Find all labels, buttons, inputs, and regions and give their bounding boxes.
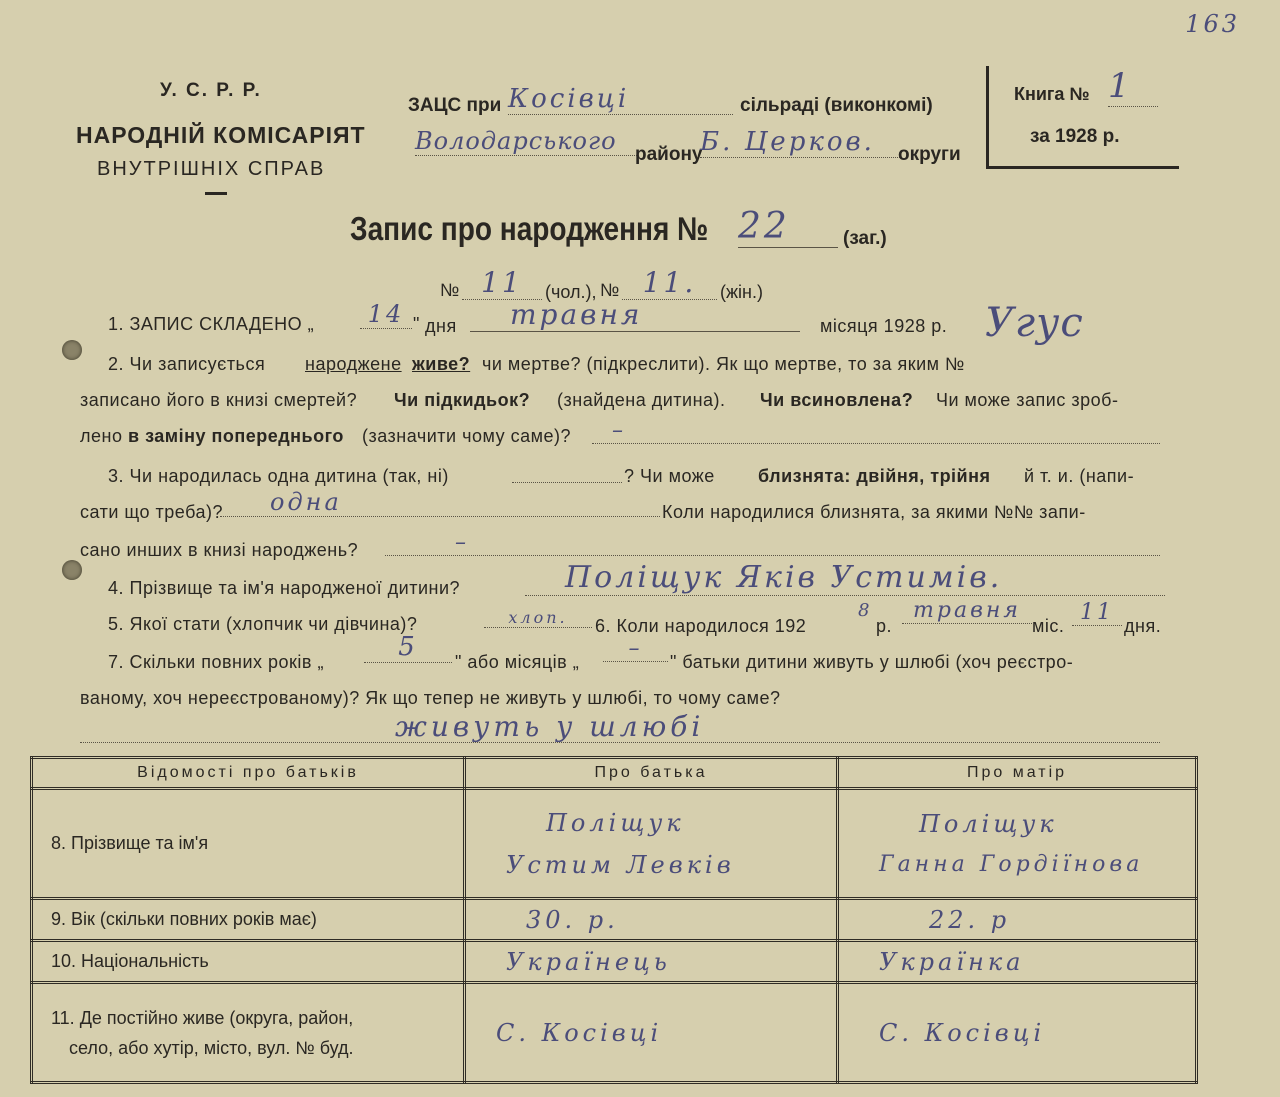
row-label-residence-line2: село, або хутір, місто, вул. № буд.	[69, 1037, 354, 1058]
row-label-age: 9. Вік (скільки повних років має)	[32, 899, 465, 941]
item7-line2: ваному, хоч нереєстрованому)? Як що тепер не живуть у шлюбі, то чому саме?	[80, 688, 781, 708]
mother-given-name: Ганна Гордіїнова	[879, 852, 1144, 877]
item6-label: 6. Коли народилося 192	[595, 616, 807, 636]
table-row	[32, 941, 1197, 983]
parents-table	[30, 756, 1198, 1084]
rayon-label: району	[635, 144, 703, 165]
item1-label: 1. ЗАПИС СКЛАДЕНО „	[108, 314, 315, 334]
item3-line2-answer: одна	[220, 488, 660, 517]
table-header-row	[32, 758, 1197, 789]
item5-label: 5. Якої стати (хлопчик чи дівчина)?	[108, 614, 418, 634]
item3-line2-a: сати що треба)?	[80, 502, 224, 522]
mother-nationality: Українка	[838, 941, 1197, 983]
father-age: 30. р.	[465, 899, 838, 941]
item1-dnia: дня	[425, 316, 457, 336]
item2-foundling: Чи підкидьок?	[394, 390, 531, 410]
item3-twins: близнята: двійня, трійня	[758, 466, 991, 486]
okruga-name: Б. Церков.	[700, 127, 900, 158]
item7-a: 7. Скільки повних років „	[108, 652, 324, 672]
book-year: за 1928 р.	[1030, 126, 1120, 147]
okruga-label: округи	[898, 144, 961, 165]
punch-hole-top	[62, 340, 82, 360]
father-residence: С. Косівці	[465, 983, 838, 1083]
item2-line3-b: (зазначити чому саме)?	[362, 426, 571, 446]
item6-r: р.	[876, 616, 893, 636]
item1-month: травня	[470, 298, 800, 332]
col-header-father: Про батька	[465, 758, 838, 789]
mother-name	[838, 789, 1197, 899]
table-row	[32, 899, 1197, 941]
page-number: 163	[1185, 10, 1240, 38]
child-name: Поліщук Яків Устимів.	[525, 560, 1165, 596]
item3-line3-a: сано инших в книзі народжень?	[80, 540, 359, 560]
item1-day: 14	[360, 300, 412, 329]
item2-alive: живе?	[412, 354, 471, 374]
zhin-number: 11.	[622, 266, 717, 300]
item2-line2-c: Чи може запис зроб-	[936, 390, 1119, 410]
mother-surname: Поліщук	[919, 810, 1058, 838]
item3-line1-b: й т. и. (напи-	[1024, 466, 1135, 486]
chol-number: 11	[462, 266, 542, 300]
marriage-months: –	[603, 636, 668, 662]
village-name: Косівці	[508, 84, 733, 115]
marriage-years: 5	[364, 632, 452, 663]
father-name	[465, 789, 838, 899]
birth-month: травня	[902, 598, 1032, 624]
item1-day-close: "	[413, 314, 420, 334]
item1-tail: місяця 1928 р.	[820, 316, 948, 336]
item2-line1-b: чи мертве? (підкреслити). Як що мертве, то за яким №	[482, 354, 965, 374]
mother-age: 22. р	[838, 899, 1197, 941]
punch-hole-bottom	[62, 560, 82, 580]
birth-day: 11	[1072, 600, 1122, 626]
internal-affairs-label: ВНУТРІШНІХ СПРАВ	[97, 158, 326, 180]
row-label-nationality: 10. Національність	[32, 941, 465, 983]
chol-no: №	[440, 280, 460, 300]
item2-line1-a: 2. Чи записується	[108, 354, 266, 374]
zhin-no: №	[600, 280, 620, 300]
item2-line2-b: (знайдена дитина).	[557, 390, 726, 410]
child-sex: хлоп.	[484, 608, 592, 628]
item2-replace: в заміну попереднього	[128, 426, 344, 446]
registrar-signature: Угус	[985, 300, 1084, 346]
commissariat-title: НАРОДНІЙ КОМІСАРІЯТ	[76, 122, 366, 148]
item7-line3	[80, 742, 1160, 743]
silrada-label: сільраді (виконкомі)	[740, 95, 933, 116]
row-label-name: 8. Прізвище та ім'я	[32, 789, 465, 899]
father-given-name: Устим Левків	[506, 850, 735, 879]
district-name: Володарського	[415, 127, 637, 156]
item2-line3-a: лено	[80, 426, 123, 446]
item3-line3-answer: –	[385, 530, 1160, 556]
item7-c: " батьки дитини живуть у шлюбі (хоч реєстро-	[670, 652, 1074, 672]
table-row	[32, 983, 1197, 1083]
book-number: 1	[1108, 66, 1158, 107]
item4-label: 4. Прізвище та ім'я народженої дитини?	[108, 578, 461, 598]
item3-line2-b: Коли народилися близнята, за якими №№ запи-	[662, 502, 1086, 522]
usrr-label: У. С. Р. Р.	[160, 80, 262, 101]
item2-line3-answer: –	[592, 418, 1160, 444]
zhin-label: (жін.)	[720, 282, 763, 302]
header-dash	[205, 192, 227, 195]
marriage-status: живуть у шлюбі	[395, 710, 705, 743]
row-label-residence	[32, 983, 465, 1083]
mother-residence: С. Косівці	[838, 983, 1197, 1083]
item3-blank	[512, 482, 622, 483]
item7-b: " або місяців „	[455, 652, 580, 672]
col-header-info: Відомості про батьків	[32, 758, 465, 789]
father-surname: Поліщук	[546, 808, 685, 837]
record-number: 22	[738, 206, 838, 248]
record-zag: (заг.)	[843, 228, 887, 249]
book-label: Книга №	[1014, 84, 1090, 104]
item2-adopted: Чи всиновлена?	[760, 390, 914, 410]
item2-line2-a: записано його в книзі смертей?	[80, 390, 358, 410]
father-nationality: Українець	[465, 941, 838, 983]
birth-year-digit: 8	[858, 600, 873, 621]
item6-mis: міс.	[1032, 616, 1065, 636]
item3-line1-q: ? Чи може	[624, 466, 715, 486]
zacs-label: ЗАЦС при	[408, 95, 502, 116]
table-row	[32, 789, 1197, 899]
item2-born: народжене	[305, 354, 402, 374]
col-header-mother: Про матір	[838, 758, 1197, 789]
chol-label: (чол.),	[545, 282, 597, 302]
record-title: Запис про народження №	[350, 210, 709, 247]
item6-dnia: дня.	[1124, 616, 1162, 636]
item3-line1-a: 3. Чи народилась одна дитина (так, ні)	[108, 466, 449, 486]
row-label-residence-line1: 11. Де постійно живе (округа, район,	[51, 1007, 354, 1028]
